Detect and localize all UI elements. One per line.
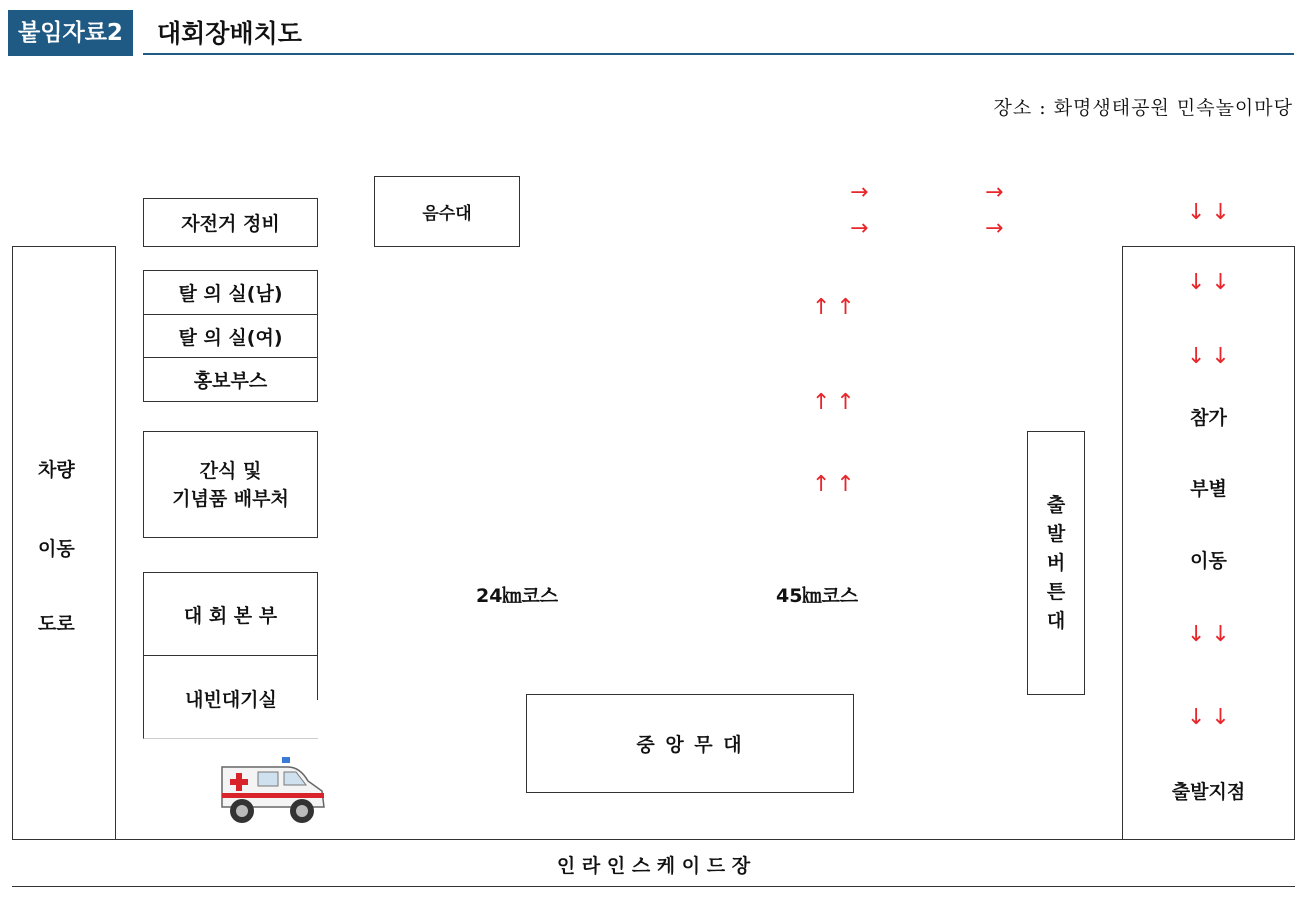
arrow-right-4: → — [985, 216, 1010, 241]
central-stage: 중 앙 무 대 — [526, 694, 854, 793]
course-24km-label: 24㎞코스 — [476, 585, 559, 607]
venue-location: 장소 : 화명생태공원 민속놀이마당 — [993, 97, 1293, 119]
arrow-down-4: ↓↓ — [1187, 622, 1236, 647]
page-title: 대회장배치도 — [157, 19, 302, 48]
field-top-right-border — [1122, 246, 1295, 247]
vip-room-label: 내빈대기실 — [185, 689, 277, 711]
snack-booth-line1: 간식 및 — [199, 459, 262, 482]
lane-label-1: 참가 — [1190, 407, 1227, 429]
vip-room — [143, 655, 318, 739]
bike-repair-booth: 자전거 정비 — [143, 198, 318, 247]
snack-souvenir-booth — [143, 431, 318, 538]
lane-divider — [1122, 246, 1123, 840]
lane-label-2: 부별 — [1190, 478, 1227, 500]
section-badge: 붙임자료2 — [8, 10, 133, 56]
rink-bottom-border — [12, 886, 1295, 887]
arrow-down-1: ↓↓ — [1187, 200, 1236, 225]
arrow-right-1: → — [850, 180, 875, 205]
field-left-border — [12, 246, 13, 840]
road-label-2: 이동 — [38, 538, 75, 560]
ambulance-icon — [218, 757, 328, 825]
vip-room-right-edge — [317, 655, 318, 700]
start-button-char-2: 발 — [1046, 522, 1066, 545]
start-button-char-3: 버 — [1046, 551, 1066, 574]
field-right-border — [1294, 246, 1295, 840]
snack-booth-line2: 기념품 배부처 — [172, 487, 289, 510]
arrow-right-3: → — [985, 180, 1010, 205]
arrow-right-2: → — [850, 216, 875, 241]
road-label-3: 도로 — [38, 613, 75, 635]
arrow-up-3: ↑↑ — [812, 472, 861, 497]
water-station: 음수대 — [374, 176, 520, 247]
road-label-1: 차량 — [38, 459, 75, 481]
course-45km-label: 45㎞코스 — [776, 585, 859, 607]
arrow-down-3: ↓↓ — [1187, 344, 1236, 369]
arrow-up-1: ↑↑ — [812, 295, 861, 320]
inline-skate-rink-label: 인 라 인 스 케 이 드 장 — [556, 855, 751, 877]
field-top-left-border — [12, 246, 115, 247]
title-underline — [143, 53, 1294, 55]
changing-room-women: 탈 의 실(여) — [143, 314, 318, 358]
start-button-char-4: 튼 — [1046, 580, 1066, 603]
start-point-label: 출발지점 — [1171, 781, 1246, 803]
road-divider — [115, 246, 116, 840]
field-bottom-border — [12, 839, 1295, 840]
race-headquarters: 대 회 본 부 — [143, 572, 318, 656]
arrow-down-5: ↓↓ — [1187, 705, 1236, 730]
start-button-char-5: 대 — [1046, 609, 1066, 632]
lane-label-3: 이동 — [1190, 550, 1227, 572]
promo-booth: 홍보부스 — [143, 357, 318, 402]
start-button-stand — [1027, 431, 1085, 695]
arrow-up-2: ↑↑ — [812, 390, 861, 415]
changing-room-men: 탈 의 실(남) — [143, 270, 318, 315]
arrow-down-2: ↓↓ — [1187, 270, 1236, 295]
start-button-char-1: 출 — [1046, 493, 1066, 516]
